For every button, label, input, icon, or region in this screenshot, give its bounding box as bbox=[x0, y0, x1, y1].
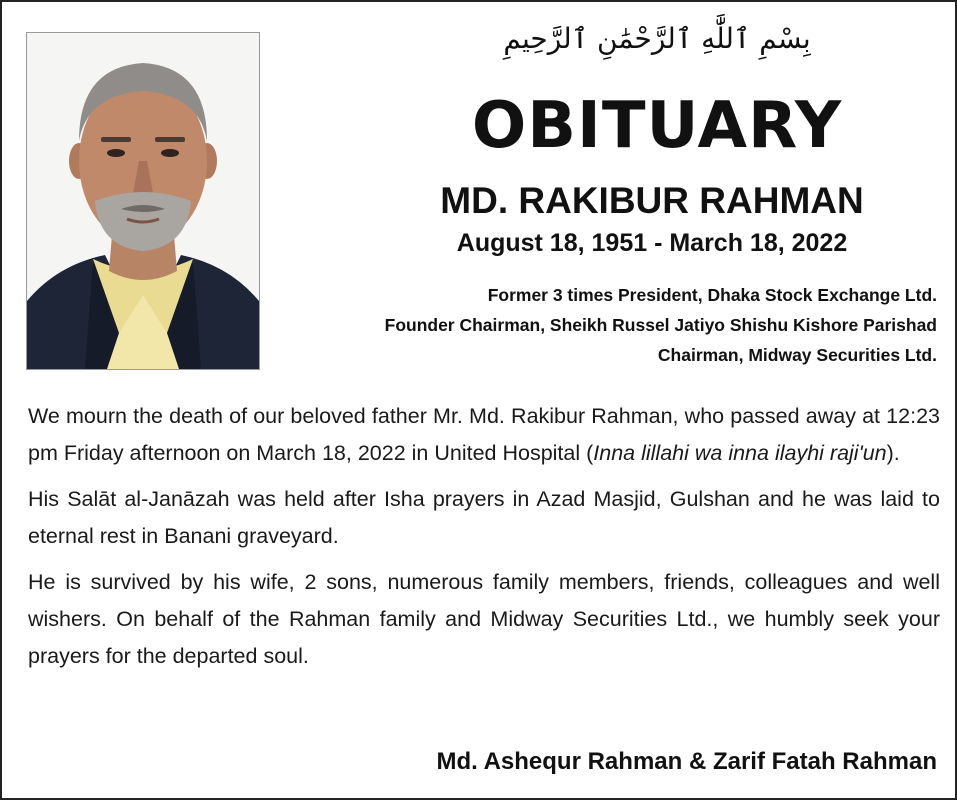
portrait-photo bbox=[26, 32, 260, 370]
paragraph-funeral: His Salāt al-Janāzah was held after Isha prayers in Azad Masjid, Gulshan and he was laid to eternal rest in Banani graveyard. bbox=[28, 487, 940, 548]
basmala-calligraphy: بِسْمِ ٱللَّٰهِ ٱلرَّحْمَٰنِ ٱلرَّحِيمِ bbox=[503, 22, 811, 55]
paragraph-death-notice bbox=[28, 398, 940, 472]
roles-list bbox=[385, 280, 937, 370]
obituary-body bbox=[28, 398, 940, 684]
life-dates: August 18, 1951 - March 18, 2022 bbox=[456, 229, 848, 257]
role-item: Founder Chairman, Sheikh Russel Jatiyo Shishu Kishore Parishad bbox=[384, 315, 937, 335]
obituary-headline: OBITUARY bbox=[471, 89, 843, 163]
deceased-name: MD. RAKIBUR RAHMAN bbox=[440, 180, 864, 221]
role-item: Former 3 times President, Dhaka Stock Exchange Ltd. bbox=[487, 285, 937, 305]
paragraph-survivors: He is survived by his wife, 2 sons, numerous family members, friends, colleagues and well wishers. On behalf of the Rahman family and Midway Securities Ltd., we humbly seek your prayers for the departed soul. bbox=[28, 570, 940, 668]
paragraph-text: We mourn the death of our beloved father Mr. Md. Rakibur Rahman, who passed away at 12:23 pm Friday afternoon on March 18, 2022 in United Hospital ( bbox=[28, 404, 940, 465]
role-item: Chairman, Midway Securities Ltd. bbox=[657, 345, 937, 365]
prayer-phrase: Inna lillahi wa inna ilayhi raji'un bbox=[593, 441, 887, 465]
paragraph-text: ). bbox=[886, 441, 900, 465]
signature-names: Md. Ashequr Rahman & Zarif Fatah Rahman bbox=[436, 748, 937, 775]
